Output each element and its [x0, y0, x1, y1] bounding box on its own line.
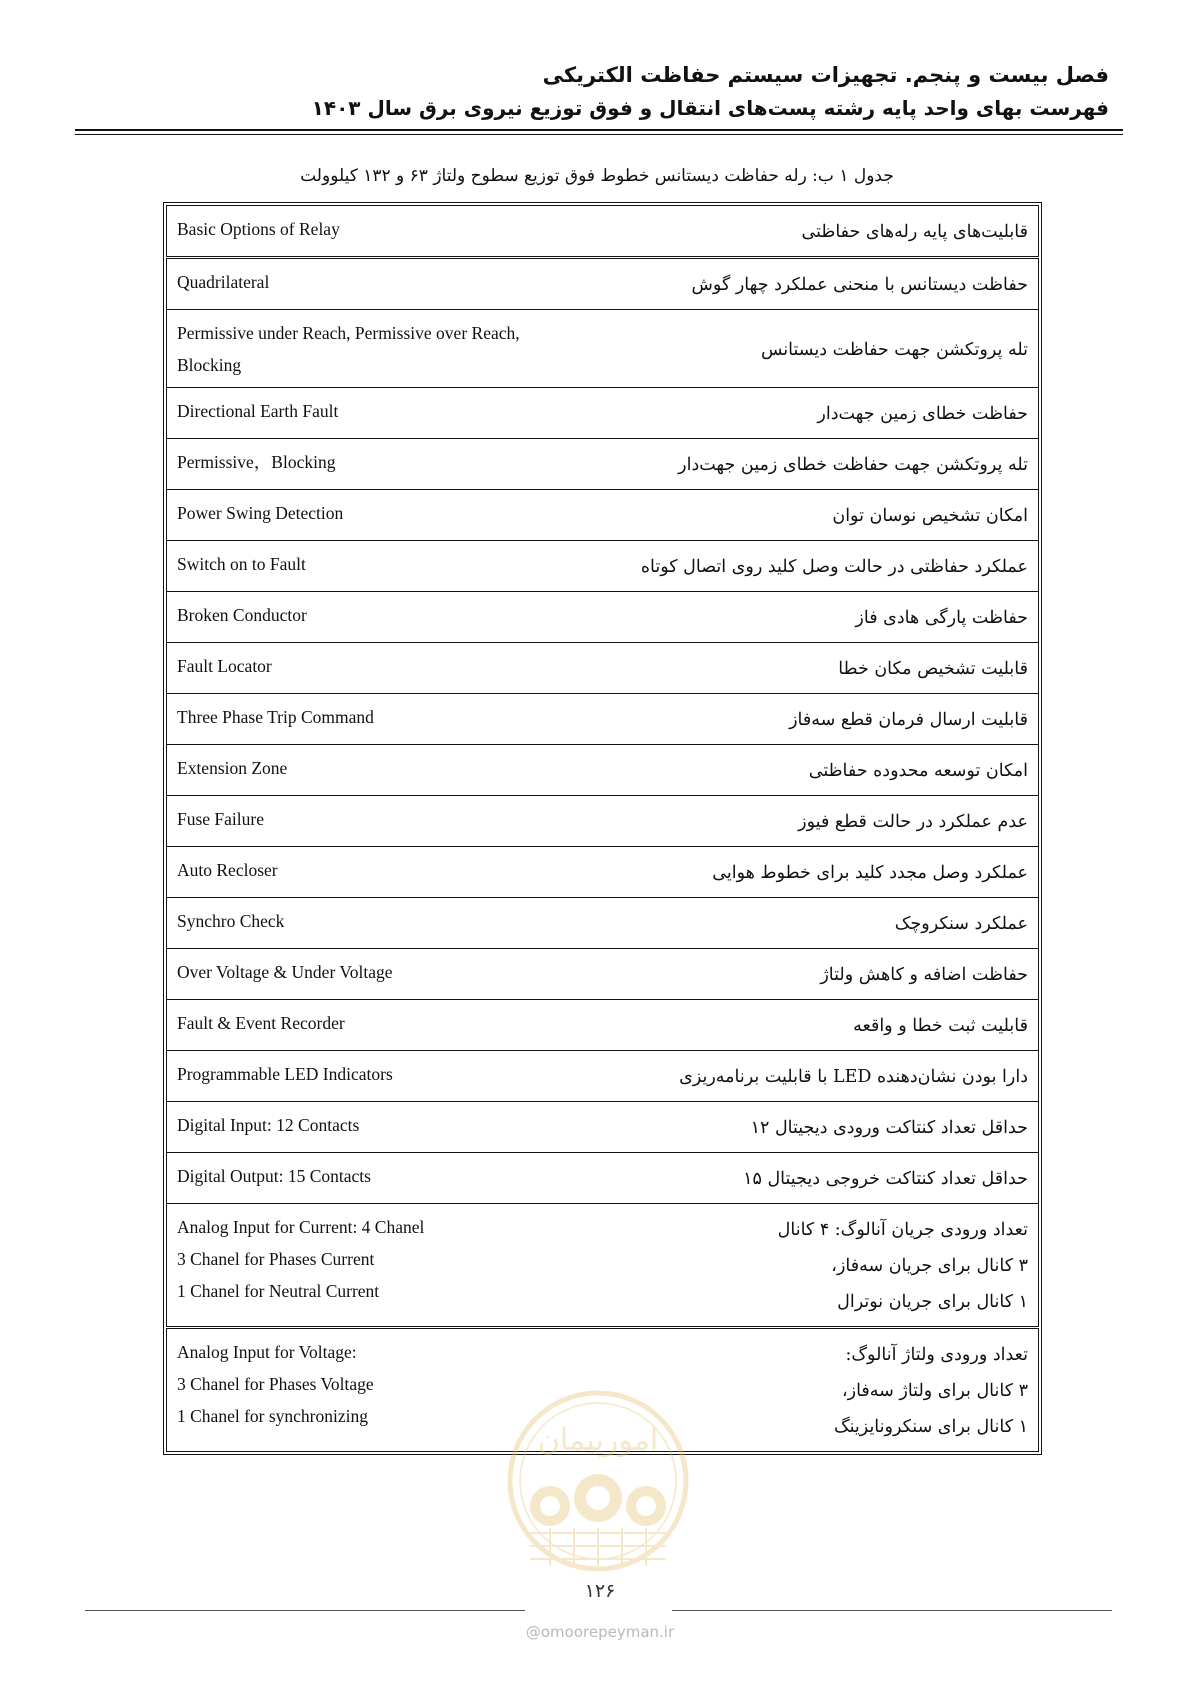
table-row — [167, 541, 1039, 592]
persian-cell — [594, 206, 1039, 258]
english-text: Auto Recloser — [177, 860, 278, 880]
persian-text: عملکرد حفاظتی در حالت وصل کلید روی اتصال کوتاه — [640, 557, 1028, 577]
persian-cell — [594, 592, 1039, 643]
site-watermark: @omoorepeyman.ir — [525, 1623, 675, 1641]
english-cell — [167, 694, 594, 745]
persian-text: حفاظت اضافه و کاهش ولتاژ — [820, 965, 1028, 985]
persian-text: قابلیت ثبت خطا و واقعه — [853, 1016, 1028, 1036]
english-cell — [167, 592, 594, 643]
english-cell — [167, 439, 594, 490]
persian-text: عدم عملکرد در حالت قطع فیوز — [798, 812, 1028, 832]
table-row — [167, 694, 1039, 745]
english-cell — [167, 796, 594, 847]
persian-text: قابلیت تشخیص مکان خطا — [838, 659, 1028, 679]
table-caption: جدول ۱ ب: رله حفاظت دیستانس خطوط فوق توزیع سطوح ولتاژ ۶۳ و ۱۳۲ کیلوولت — [300, 166, 894, 186]
seal-text: امورپیمان — [537, 1423, 659, 1458]
table-row — [167, 1000, 1039, 1051]
english-text: Broken Conductor — [177, 605, 307, 625]
persian-text: تله پروتکشن جهت حفاظت خطای زمین جهت‌دار — [678, 455, 1028, 475]
persian-cell — [594, 258, 1039, 310]
publisher-seal — [505, 1388, 691, 1574]
english-cell — [167, 847, 594, 898]
persian-cell — [594, 745, 1039, 796]
table-row — [167, 745, 1039, 796]
persian-text: حفاظت پارگی هادی فاز — [855, 608, 1028, 628]
english-text: Blocking — [177, 355, 242, 375]
english-cell — [167, 1153, 594, 1204]
persian-text: ۳ کانال برای ولتاژ سه‌فاز، — [841, 1381, 1028, 1401]
header-rule — [75, 129, 1123, 131]
english-cell — [167, 1000, 594, 1051]
table-body — [167, 206, 1039, 1452]
grid-pattern — [530, 1528, 666, 1566]
header-rule-thin — [75, 134, 1123, 135]
table-row — [167, 439, 1039, 490]
english-text: Switch on to Fault — [177, 554, 306, 574]
persian-text: حداقل تعداد کنتاکت ورودی دیجیتال ۱۲ — [750, 1118, 1028, 1138]
table-row — [167, 796, 1039, 847]
footer-rule-left — [85, 1610, 525, 1611]
table-row — [167, 1204, 1039, 1328]
relay-options-table — [163, 202, 1042, 1455]
page-header — [312, 58, 1109, 124]
persian-text: تعداد ورودی جریان آنالوگ: ۴ کانال — [777, 1220, 1028, 1240]
english-text: Three Phase Trip Command — [177, 707, 374, 727]
english-cell — [167, 206, 594, 258]
footer-rule-right — [672, 1610, 1112, 1611]
english-text: Permissive under Reach, Permissive over Reach, — [177, 323, 520, 343]
persian-cell — [594, 388, 1039, 439]
persian-text: قابلیت‌های پایه رله‌های حفاظتی — [801, 222, 1028, 242]
chapter-title: فصل بیست و پنجم. تجهیزات سیستم حفاظت الکتریکی — [542, 63, 1109, 87]
english-text: Programmable LED Indicators — [177, 1064, 393, 1084]
persian-cell — [594, 1204, 1039, 1328]
english-text: Digital Input: 12 Contacts — [177, 1115, 360, 1135]
table-row — [167, 490, 1039, 541]
english-cell — [167, 258, 594, 310]
persian-text: ۱ کانال برای جریان نوترال — [837, 1292, 1028, 1312]
english-text: Analog Input for Current: 4 Chanel — [177, 1217, 425, 1237]
persian-text: امکان توسعه محدوده حفاظتی — [808, 761, 1028, 781]
english-cell — [167, 1204, 594, 1328]
english-text: Synchro Check — [177, 911, 285, 931]
english-text: Power Swing Detection — [177, 503, 344, 523]
persian-cell — [594, 490, 1039, 541]
english-text: 3 Chanel for Phases Voltage — [177, 1374, 374, 1394]
table-row — [167, 1153, 1039, 1204]
english-cell — [167, 745, 594, 796]
english-cell — [167, 1051, 594, 1102]
english-text: Quadrilateral — [177, 272, 270, 292]
table-row — [167, 1102, 1039, 1153]
persian-text: عملکرد سنکروچک — [894, 914, 1028, 934]
table-row — [167, 206, 1039, 258]
english-text: Extension Zone — [177, 758, 288, 778]
english-cell — [167, 388, 594, 439]
table-row — [167, 1051, 1039, 1102]
table-row — [167, 258, 1039, 310]
english-cell — [167, 643, 594, 694]
persian-text: ۱ کانال برای سنکرونایزینگ — [833, 1417, 1028, 1437]
english-cell — [167, 949, 594, 1000]
persian-cell — [594, 796, 1039, 847]
english-text: Over Voltage & Under Voltage — [177, 962, 393, 982]
persian-cell — [594, 439, 1039, 490]
page-number: ۱۲۶ — [584, 1580, 616, 1602]
persian-cell — [594, 541, 1039, 592]
persian-cell — [594, 643, 1039, 694]
persian-text: تعداد ورودی ولتاژ آنالوگ: — [845, 1345, 1028, 1365]
persian-cell — [594, 847, 1039, 898]
english-text: 1 Chanel for synchronizing — [177, 1406, 368, 1426]
table-row — [167, 898, 1039, 949]
english-text: Analog Input for Voltage: — [177, 1342, 357, 1362]
english-text: Fault & Event Recorder — [177, 1013, 345, 1033]
persian-text: حفاظت دیستانس با منحنی عملکرد چهار گوش — [691, 275, 1028, 295]
persian-text: تله پروتکشن جهت حفاظت دیستانس — [761, 339, 1028, 360]
persian-text: امکان تشخیص نوسان توان — [832, 506, 1028, 526]
persian-text: قابلیت ارسال فرمان قطع سه‌فاز — [789, 710, 1028, 730]
english-text: Digital Output: 15 Contacts — [177, 1166, 371, 1186]
english-text: Basic Options of Relay — [177, 219, 340, 239]
table-row — [167, 643, 1039, 694]
persian-text: ۳ کانال برای جریان سه‌فاز، — [831, 1256, 1028, 1276]
persian-cell — [594, 1000, 1039, 1051]
table-row — [167, 949, 1039, 1000]
english-text: 1 Chanel for Neutral Current — [177, 1281, 380, 1301]
persian-cell — [594, 1102, 1039, 1153]
persian-cell — [594, 694, 1039, 745]
persian-text: عملکرد وصل مجدد کلید برای خطوط هوایی — [712, 863, 1028, 883]
english-text: Fuse Failure — [177, 809, 265, 829]
table-row — [167, 310, 1039, 388]
english-text: Fault Locator — [177, 656, 272, 676]
persian-cell — [594, 1153, 1039, 1204]
persian-text: حداقل تعداد کنتاکت خروجی دیجیتال ۱۵ — [743, 1169, 1028, 1189]
english-text: Directional Earth Fault — [177, 401, 339, 421]
table-row — [167, 592, 1039, 643]
persian-cell — [594, 310, 1039, 388]
english-cell — [167, 541, 594, 592]
persian-cell — [594, 949, 1039, 1000]
english-text: 3 Chanel for Phases Current — [177, 1249, 375, 1269]
english-text: Permissive，Blocking — [177, 452, 336, 472]
persian-cell — [594, 1051, 1039, 1102]
persian-text: حفاظت خطای زمین جهت‌دار — [817, 404, 1028, 424]
persian-text: دارا بودن نشان‌دهنده LED با قابلیت برنامه‌ریزی — [679, 1067, 1028, 1087]
book-title: فهرست بهای واحد پایه رشته پست‌های انتقال و فوق توزیع نیروی برق سال ۱۴۰۳ — [311, 96, 1109, 120]
table-row — [167, 388, 1039, 439]
persian-cell — [594, 898, 1039, 949]
english-cell — [167, 490, 594, 541]
english-cell — [167, 898, 594, 949]
english-cell — [167, 310, 594, 388]
table-row — [167, 847, 1039, 898]
english-cell — [167, 1102, 594, 1153]
